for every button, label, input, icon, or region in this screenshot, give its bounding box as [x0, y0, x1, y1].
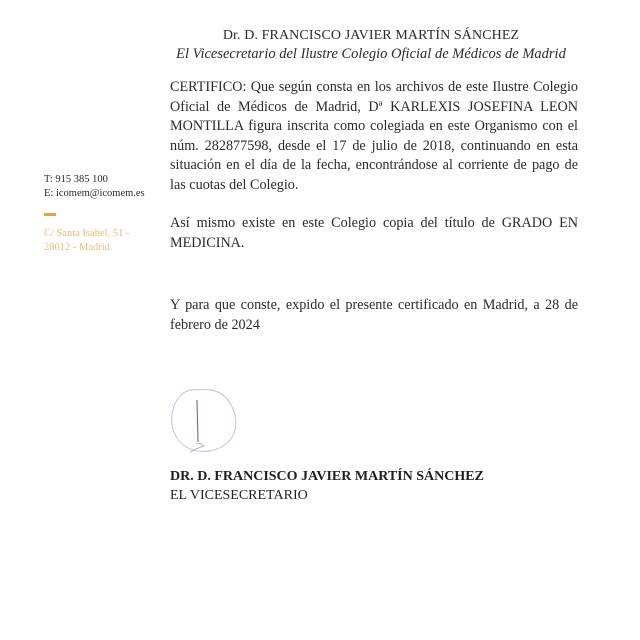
handwritten-signature-icon: [166, 386, 242, 458]
header-signatory-name: Dr. D. FRANCISCO JAVIER MARTÍN SÁNCHEZ: [222, 28, 520, 43]
email-address: E: icomem@icomem.es: [44, 188, 145, 199]
certification-paragraph: CERTIFICO: Que según consta en los archivos de este Ilustre Colegio Oficial de Médicos de Madrid, Dª KARLEXIS JOSEFINA LEON MONTILLA figura inscrita como colegiada en este Organismo con el núm. 282877598, desde el 17 de julio de 2018, continuando en esta situación en el día de la fecha, encontrándose al corriente de pago de las cuotas del Colegio.: [170, 79, 578, 193]
document-header: [160, 27, 582, 64]
address-line-2: 28012 - Madrid: [44, 242, 110, 253]
degree-paragraph: Así mismo existe en este Colegio copia del título de GRADO EN MEDICINA.: [170, 215, 578, 251]
signer-title: EL VICESECRETARIO: [170, 488, 308, 503]
issuance-paragraph: Y para que conste, expido el presente certificado en Madrid, a 28 de febrero de 2024: [170, 297, 578, 333]
address-line-1: C/ Santa Isabel, 51 -: [44, 228, 130, 239]
signer-block: [170, 467, 484, 505]
header-signatory-role: El Vicesecretario del Ilustre Colegio Oficial de Médicos de Madrid: [176, 46, 566, 62]
signer-name: DR. D. FRANCISCO JAVIER MARTÍN SÁNCHEZ: [170, 469, 484, 484]
accent-divider: [44, 213, 56, 216]
contact-sidebar: [44, 173, 164, 255]
phone-number: T: 915 385 100: [44, 174, 108, 185]
certificate-body: [170, 78, 578, 333]
